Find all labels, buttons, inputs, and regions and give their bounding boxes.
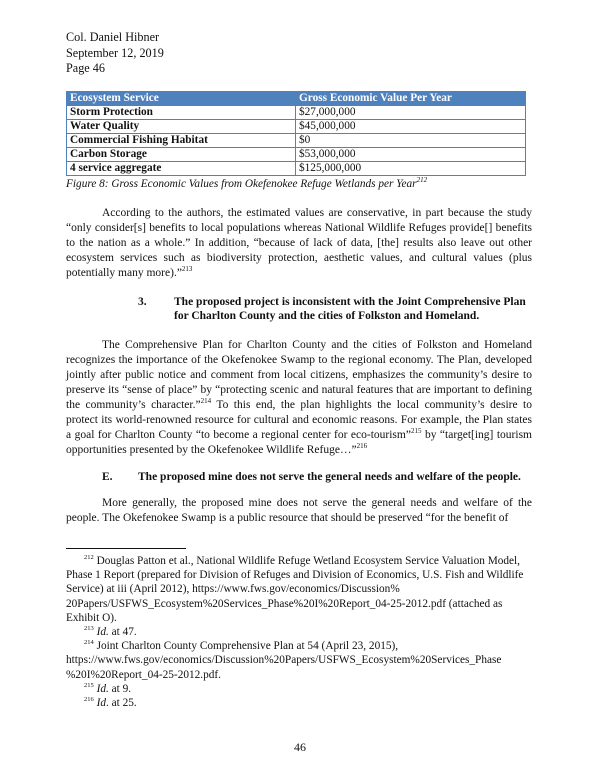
value-cell: $125,000,000 <box>296 161 526 175</box>
table-row <box>67 161 526 175</box>
footnote: $^{216}$ Id. at 25. <box>84 696 137 710</box>
document-page <box>66 30 532 526</box>
footnote-ref[interactable]: 212 <box>416 175 428 184</box>
table-caption: Figure 8: Gross Economic Values from Okefenokee Refuge Wetlands per Year$^{212}$ <box>66 175 428 190</box>
recipient-name: Col. Daniel Hibner <box>66 30 160 44</box>
service-cell: Commercial Fishing Habitat <box>67 133 296 147</box>
letter-header <box>66 30 532 77</box>
value-cell: $53,000,000 <box>296 147 526 161</box>
section-heading-3 <box>138 295 532 324</box>
service-cell: Water Quality <box>67 119 296 133</box>
footnote: $^{213}$ Id. at 47. <box>84 625 137 639</box>
service-cell: 4 service aggregate <box>67 161 296 175</box>
footnote-ref[interactable]: 213 <box>181 264 193 273</box>
column-header-service: Ecosystem Service <box>67 91 296 105</box>
letter-date: September 12, 2019 <box>66 45 164 60</box>
footnote-ref[interactable]: 215 <box>410 426 422 435</box>
page-number: 46 <box>294 740 306 754</box>
paragraph-general-welfare: More generally, the proposed mine does not serve the general needs and welfare of the people. The Okefenokee Swamp is a public resource that should be preserved “for the benefit of <box>66 497 532 524</box>
footnote: $^{215}$ Id. at 9. <box>84 682 132 695</box>
footnote: $^{212}$ Douglas Patton et al., National Wildlife Refuge Wetland Ecosystem Service Valuation Model, Phase 1 Report (prepared for Division of Refuges and Division of Economics, U.S. Fish and Wildlife Service) at iii (April 2012), https://www.fws.gov/economics/Discussion% 20Papers/USFWS_Ecosystem%20Services_Phase%20I%20Report_04-25-2012.pdf (attached as Exhibit O). <box>66 554 524 624</box>
service-cell: Carbon Storage <box>67 147 296 161</box>
value-cell: $0 <box>296 133 526 147</box>
footnote-separator <box>66 548 186 549</box>
table-row <box>67 133 526 147</box>
table-row <box>67 147 526 161</box>
section-heading-e <box>102 470 532 485</box>
footnote-ref[interactable]: 214 <box>200 396 212 405</box>
heading-number: 3. <box>138 295 147 308</box>
table-row <box>67 105 526 119</box>
table-header-row <box>67 91 526 105</box>
heading-number: E. <box>102 470 113 483</box>
service-cell: Storm Protection <box>67 105 296 119</box>
column-header-value: Gross Economic Value Per Year <box>296 91 526 105</box>
value-cell: $27,000,000 <box>296 105 526 119</box>
footnote-ref[interactable]: 216 <box>356 441 368 450</box>
header-page-label: Page 46 <box>66 61 105 75</box>
heading-text: The proposed project is inconsistent with the Joint Comprehensive Plan for Charlton County and the cities of Folkston and Homeland. <box>174 295 526 322</box>
table-row <box>67 119 526 133</box>
ecosystem-value-table <box>66 91 526 176</box>
heading-text: The proposed mine does not serve the general needs and welfare of the people. <box>138 470 521 483</box>
footnote: $^{214}$ Joint Charlton County Comprehensive Plan at 54 (April 23, 2015), https://www.fws.gov/economics/Discussion%20Papers/USFWS_Ecosystem%20Services_Phase %20I%20Report_04-25-2012.pdf. <box>66 639 502 681</box>
footnotes <box>66 554 532 710</box>
paragraph-comprehensive-plan: The Comprehensive Plan for Charlton County and the cities of Folkston and Homeland recognizes the importance of the Okefenokee Swamp to the regional economy. The Plan, developed jointly after public notice and comment from local citizens, emphasizes the community’s desire to preserve its “sense of place” by “protecting scenic and natural features that are important to defining the community’s character.”$^{214}$ To this end, the plan highlights the local community’s desire to protect its world-renowned resource for cultural and economic reasons. For example, the Plan states a goal for Charlton County “to become a regional center for eco-tourism”$^{215}$ by “target[ing] tourism opportunities presented by the Okefenokee Wildlife Refuge…”$^{216}$ <box>66 338 532 456</box>
paragraph-authors: According to the authors, the estimated values are conservative, in part because the study “only consider[s] benefits to local populations whereas National Wildlife Refuges provide[] benefits to the nation as a whole.” In addition, “because of lack of data, [the] results also leave out other ecosystem services such as biodiversity protection, aesthetic values, and cultural values (plus potentially many more).”$^{213}$ <box>66 206 532 279</box>
value-cell: $45,000,000 <box>296 119 526 133</box>
